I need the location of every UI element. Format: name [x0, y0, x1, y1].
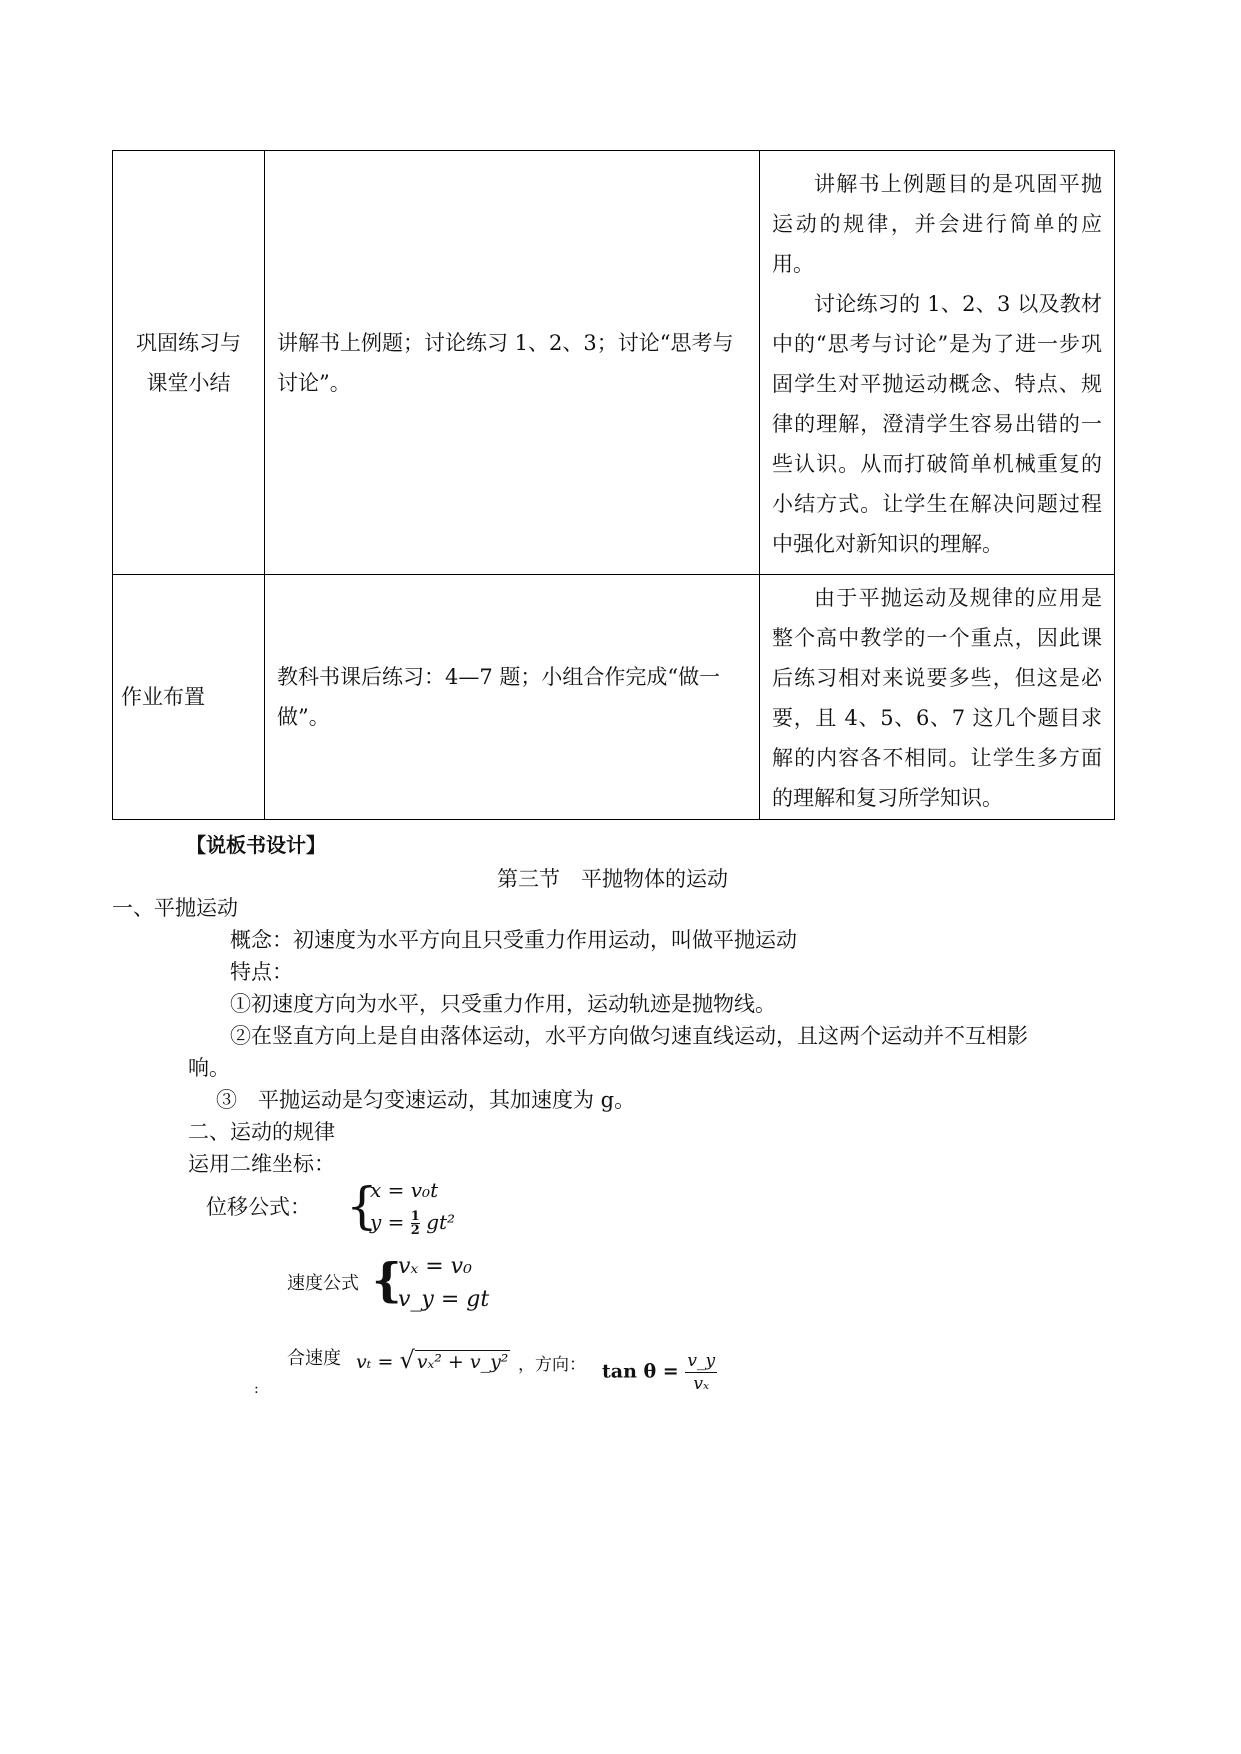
- stage-line: 课堂小结: [146, 370, 231, 395]
- section2-heading: 二、运动的规律: [188, 1120, 335, 1144]
- feature-1: ①初速度方向为水平，只受重力作用，运动轨迹是抛物线。: [230, 992, 776, 1016]
- content-cell: 教科书课后练习：4—7 题；小组合作完成“做一做”。: [265, 575, 760, 820]
- displacement-label: 位移公式：: [206, 1195, 311, 1219]
- velocity-brace: {: [372, 1253, 402, 1307]
- purpose-cell: [760, 151, 1115, 575]
- velocity-eq-x: vₓ = v₀: [398, 1254, 472, 1279]
- section1-heading: 一、平抛运动: [112, 896, 238, 920]
- resultant-formula: vₜ = √ vₓ² + v_y²: [356, 1346, 509, 1374]
- displacement-eq-y: y = $\frac{1}{2}$ gt²: [370, 1209, 456, 1238]
- purpose-paragraph: 讲解书上例题目的是巩固平抛运动的规律，并会进行简单的应用。: [772, 171, 1102, 276]
- table-row: [113, 151, 1115, 575]
- feature-2: ②在竖直方向上是自由落体运动，水平方向做匀速直线运动，且这两个运动并不互相影: [230, 1024, 1028, 1048]
- velocity-eq-y: v_y = gt: [398, 1287, 490, 1312]
- stage-line: 巩固练习与: [136, 330, 241, 355]
- stage-cell: [113, 151, 265, 575]
- velocity-label: 速度公式: [287, 1273, 359, 1294]
- table-row: [113, 575, 1115, 820]
- lesson-plan-table: [112, 150, 1115, 820]
- displacement-eq-x: x = v₀t: [370, 1178, 439, 1202]
- feature-3: ③ 平抛运动是匀变速运动，其加速度为 g。: [216, 1088, 636, 1112]
- board-title: 第三节 平抛物体的运动: [497, 867, 728, 891]
- board-heading: 【说板书设计】: [186, 833, 326, 857]
- purpose-paragraph: 由于平抛运动及规律的应用是整个高中教学的一个重点，因此课后练习相对来说要多些，但这是必要，且 4、5、6、7 这几个题目求解的内容各不相同。让学生多方面的理解和复习所学知识。: [772, 586, 1102, 810]
- concept-line: 概念：初速度为水平方向且只受重力作用运动，叫做平抛运动: [230, 928, 797, 952]
- resultant-label: 合速度: [287, 1348, 341, 1369]
- purpose-paragraph: 讨论练习的 1、2、3 以及教材中的“思考与讨论”是为了进一步巩固学生对平抛运动概念、特点、规律的理解，澄清学生容易出错的一些认识。从而打破简单机械重复的小结方式。让学生在解决问题过程中强化对新知识的理解。: [772, 291, 1102, 556]
- purpose-cell: [760, 575, 1115, 820]
- coords-line: 运用二维坐标：: [188, 1152, 335, 1176]
- content-cell: 讲解书上例题；讨论练习 1、2、3；讨论“思考与讨论”。: [265, 151, 760, 575]
- stray-mark: :: [254, 1381, 259, 1397]
- stage-cell: 作业布置: [113, 575, 265, 820]
- tan-formula: tan θ = $\frac{v\_y}{\text{vₓ}}$: [602, 1351, 716, 1394]
- direction-label: ，方向：: [518, 1355, 586, 1375]
- feature-2-cont: 响。: [188, 1056, 230, 1080]
- displacement-brace: {: [346, 1177, 378, 1235]
- features-label: 特点：: [230, 960, 293, 984]
